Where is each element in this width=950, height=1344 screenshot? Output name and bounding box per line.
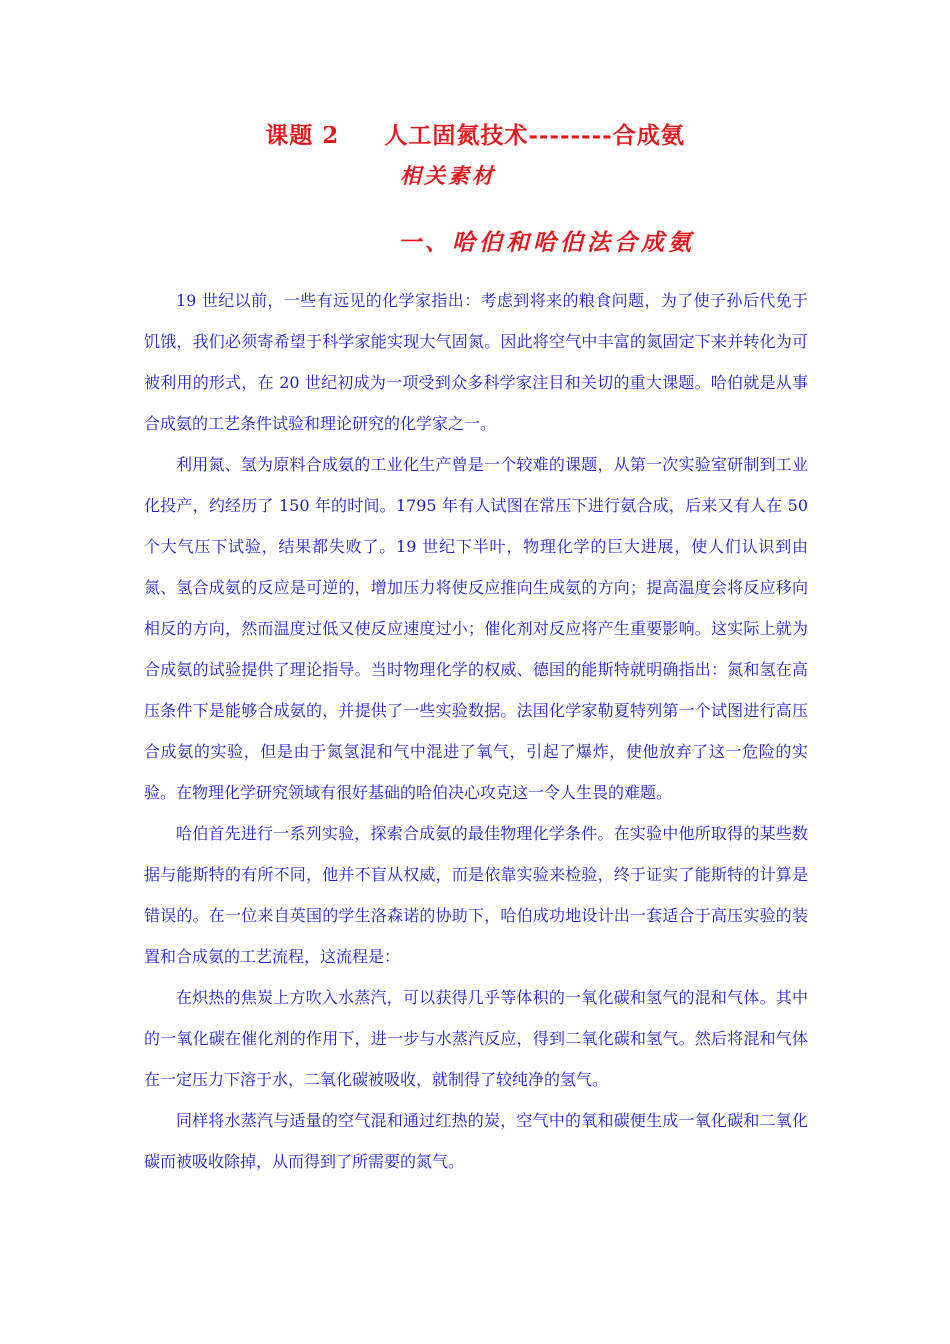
section-heading: 一、哈伯和哈伯法合成氨	[398, 229, 695, 256]
paragraph: 同样将水蒸汽与适量的空气混和通过红热的炭，空气中的氧和碳便生成一氧化碳和二氧化碳而被吸收除掉，从而得到了所需要的氮气。	[144, 1111, 808, 1171]
paragraph: 利用氮、氢为原料合成氨的工业化生产曾是一个较难的课题，从第一次实验室研制到工业化投产，约经历了 150 年的时间。1795 年有人试图在常压下进行氨合成，后来又有人在 50 个大气压下试验，结果都失败了。19 世纪下半叶，物理化学的巨大进展，使人们认识到由氮、氢合成氨的反应是可逆的，增加压力将使反应推向生成氨的方向；提高温度会将反应移向相反的方向，然而温度过低又使反应速度过小；催化剂对反应将产生重要影响。这实际上就为合成氨的试验提供了理论指导。当时物理化学的权威、德国的能斯特就明确指出：氮和氢在高压条件下是能够合成氨的，并提供了一些实验数据。法国化学家勒夏特列第一个试图进行高压合成氨的实验，但是由于氮氢混和气中混进了氧气，引起了爆炸，使他放弃了这一危险的实验。在物理化学研究领域有很好基础的哈伯决心攻克这一令人生畏的难题。	[144, 455, 808, 802]
paragraph: 在炽热的焦炭上方吹入水蒸汽，可以获得几乎等体积的一氧化碳和氢气的混和气体。其中的一氧化碳在催化剂的作用下，进一步与水蒸汽反应，得到二氧化碳和氢气。然后将混和气体在一定压力下溶于水，二氧化碳被吸收，就制得了较纯净的氢气。	[144, 988, 808, 1089]
paragraph: 哈伯首先进行一系列实验，探索合成氨的最佳物理化学条件。在实验中他所取得的某些数据与能斯特的有所不同，他并不盲从权威，而是依靠实验来检验，终于证实了能斯特的计算是错误的。在一位来自英国的学生洛森诺的协助下，哈伯成功地设计出一套适合于高压实验的装置和合成氨的工艺流程，这流程是：	[144, 824, 808, 966]
paragraph: 19 世纪以前，一些有远见的化学家指出：考虑到将来的粮食问题，为了使子孙后代免于饥饿，我们必须寄希望于科学家能实现大气固氮。因此将空气中丰富的氮固定下来并转化为可被利用的形式，在 20 世纪初成为一项受到众多科学家注目和关切的重大课题。哈伯就是从事合成氨的工艺条件试验和理论研究的化学家之一。	[144, 291, 808, 433]
document-body	[144, 280, 808, 1182]
document-title: 课题 2 人工固氮技术--------合成氨	[265, 122, 685, 149]
document-subtitle: 相关素材	[400, 163, 496, 188]
